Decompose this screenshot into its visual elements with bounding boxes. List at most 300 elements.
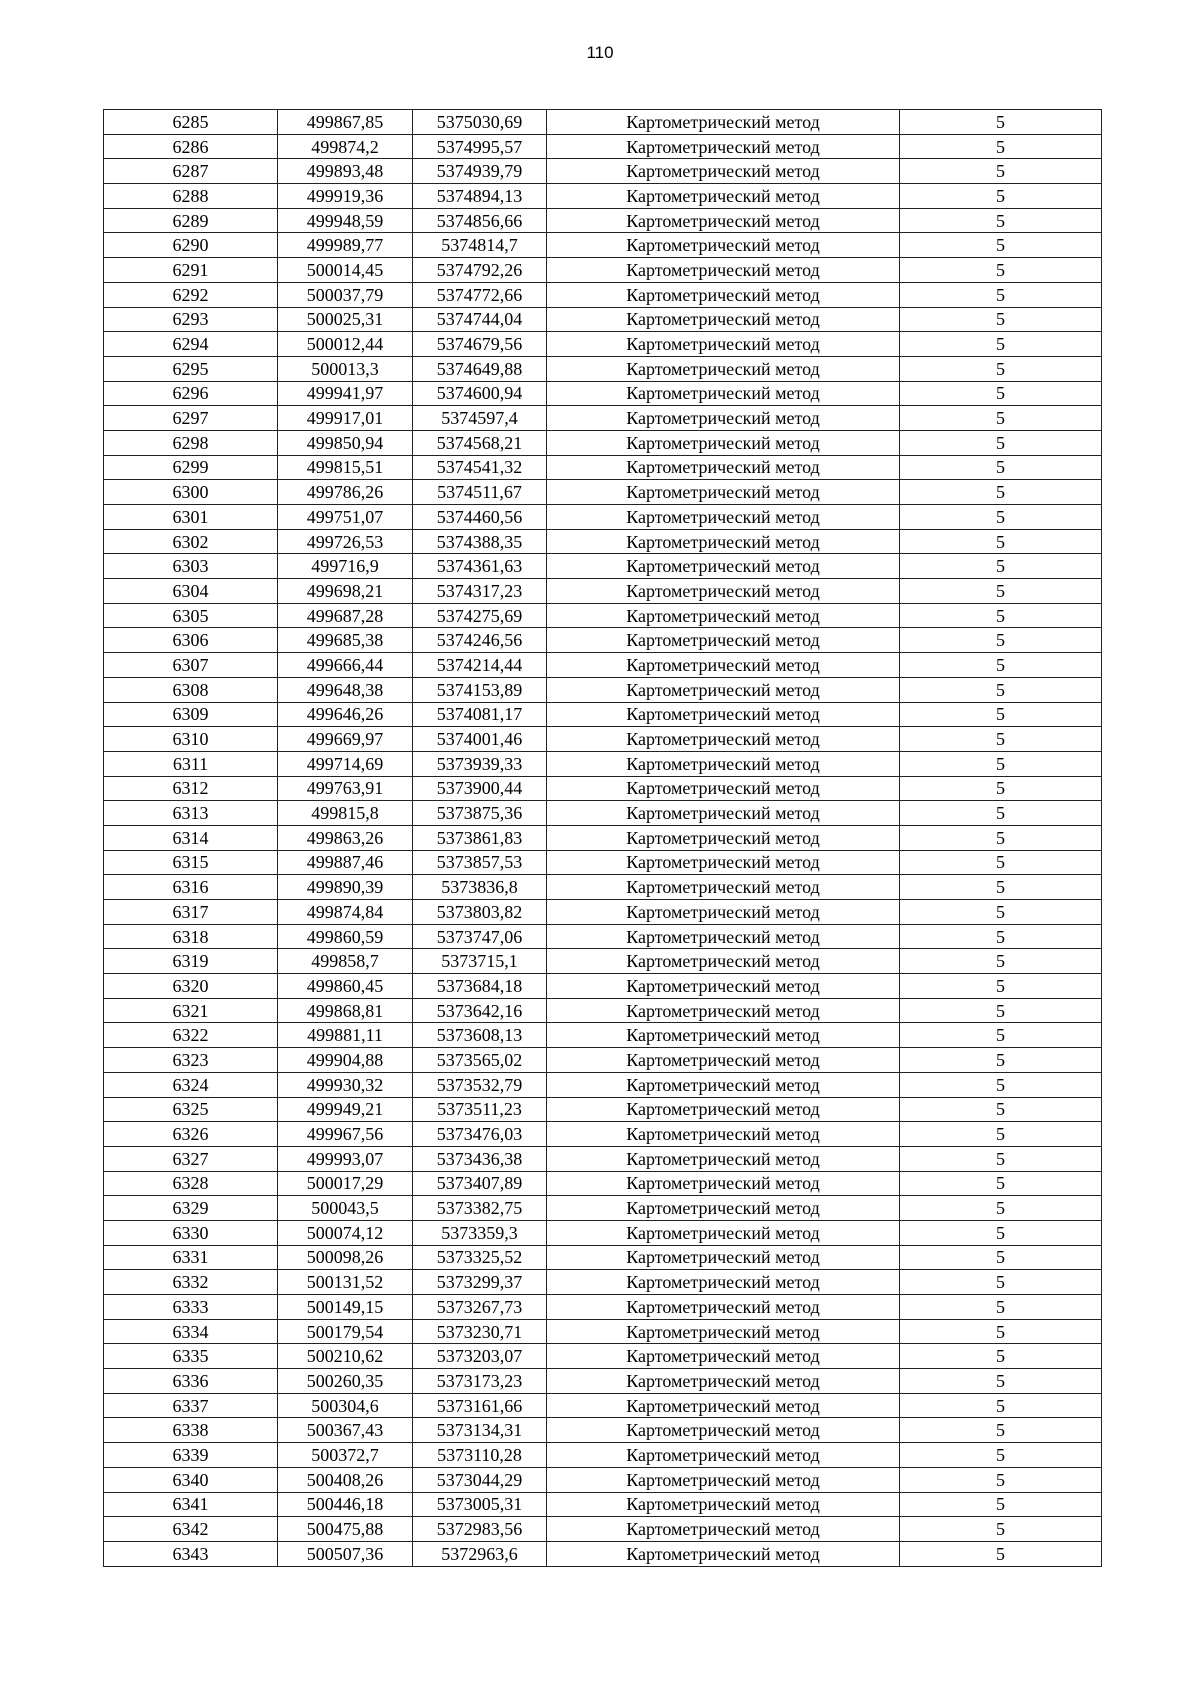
accuracy-cell: 5 — [900, 1023, 1102, 1048]
point-number-cell: 6297 — [104, 406, 278, 431]
method-cell: Картометрический метод — [547, 1369, 900, 1394]
x-coordinate-cell: 499669,97 — [278, 727, 413, 752]
y-coordinate-cell: 5374153,89 — [413, 677, 547, 702]
method-cell: Картометрический метод — [547, 1467, 900, 1492]
accuracy-cell: 5 — [900, 282, 1102, 307]
x-coordinate-cell: 500304,6 — [278, 1393, 413, 1418]
table-row — [104, 134, 1102, 159]
accuracy-cell: 5 — [900, 677, 1102, 702]
y-coordinate-cell: 5372983,56 — [413, 1517, 547, 1542]
method-cell: Картометрический метод — [547, 628, 900, 653]
table-row — [104, 628, 1102, 653]
method-cell: Картометрический метод — [547, 406, 900, 431]
y-coordinate-cell: 5373436,38 — [413, 1146, 547, 1171]
y-coordinate-cell: 5373407,89 — [413, 1171, 547, 1196]
accuracy-cell: 5 — [900, 825, 1102, 850]
y-coordinate-cell: 5373565,02 — [413, 1048, 547, 1073]
point-number-cell: 6316 — [104, 875, 278, 900]
y-coordinate-cell: 5374460,56 — [413, 505, 547, 530]
accuracy-cell: 5 — [900, 430, 1102, 455]
x-coordinate-cell: 499993,07 — [278, 1146, 413, 1171]
method-cell: Картометрический метод — [547, 159, 900, 184]
accuracy-cell: 5 — [900, 1467, 1102, 1492]
table-row — [104, 480, 1102, 505]
method-cell: Картометрический метод — [547, 381, 900, 406]
method-cell: Картометрический метод — [547, 233, 900, 258]
accuracy-cell: 5 — [900, 1171, 1102, 1196]
x-coordinate-cell: 499850,94 — [278, 430, 413, 455]
method-cell: Картометрический метод — [547, 1541, 900, 1566]
y-coordinate-cell: 5374214,44 — [413, 653, 547, 678]
method-cell: Картометрический метод — [547, 455, 900, 480]
method-cell: Картометрический метод — [547, 1220, 900, 1245]
accuracy-cell: 5 — [900, 184, 1102, 209]
method-cell: Картометрический метод — [547, 974, 900, 999]
y-coordinate-cell: 5373325,52 — [413, 1245, 547, 1270]
x-coordinate-cell: 499887,46 — [278, 850, 413, 875]
accuracy-cell: 5 — [900, 702, 1102, 727]
x-coordinate-cell: 500098,26 — [278, 1245, 413, 1270]
table-row — [104, 1443, 1102, 1468]
point-number-cell: 6292 — [104, 282, 278, 307]
method-cell: Картометрический метод — [547, 801, 900, 826]
point-number-cell: 6315 — [104, 850, 278, 875]
x-coordinate-cell: 499919,36 — [278, 184, 413, 209]
point-number-cell: 6335 — [104, 1344, 278, 1369]
point-number-cell: 6305 — [104, 603, 278, 628]
point-number-cell: 6338 — [104, 1418, 278, 1443]
x-coordinate-cell: 500446,18 — [278, 1492, 413, 1517]
method-cell: Картометрический метод — [547, 1319, 900, 1344]
point-number-cell: 6312 — [104, 776, 278, 801]
accuracy-cell: 5 — [900, 1196, 1102, 1221]
table-row — [104, 825, 1102, 850]
point-number-cell: 6324 — [104, 1072, 278, 1097]
x-coordinate-cell: 499860,59 — [278, 924, 413, 949]
y-coordinate-cell: 5374894,13 — [413, 184, 547, 209]
point-number-cell: 6293 — [104, 307, 278, 332]
accuracy-cell: 5 — [900, 529, 1102, 554]
table-row — [104, 1393, 1102, 1418]
point-number-cell: 6321 — [104, 998, 278, 1023]
table-row — [104, 1541, 1102, 1566]
table-row — [104, 1122, 1102, 1147]
accuracy-cell: 5 — [900, 900, 1102, 925]
point-number-cell: 6328 — [104, 1171, 278, 1196]
y-coordinate-cell: 5373134,31 — [413, 1418, 547, 1443]
x-coordinate-cell: 499751,07 — [278, 505, 413, 530]
accuracy-cell: 5 — [900, 801, 1102, 826]
method-cell: Картометрический метод — [547, 307, 900, 332]
accuracy-cell: 5 — [900, 356, 1102, 381]
point-number-cell: 6327 — [104, 1146, 278, 1171]
table-row — [104, 282, 1102, 307]
table-row — [104, 332, 1102, 357]
y-coordinate-cell: 5374001,46 — [413, 727, 547, 752]
x-coordinate-cell: 500043,5 — [278, 1196, 413, 1221]
table-row — [104, 1319, 1102, 1344]
accuracy-cell: 5 — [900, 159, 1102, 184]
x-coordinate-cell: 499868,81 — [278, 998, 413, 1023]
y-coordinate-cell: 5374744,04 — [413, 307, 547, 332]
point-number-cell: 6333 — [104, 1295, 278, 1320]
point-number-cell: 6320 — [104, 974, 278, 999]
method-cell: Картометрический метод — [547, 1418, 900, 1443]
page-number: 110 — [586, 43, 614, 62]
table-row — [104, 579, 1102, 604]
point-number-cell: 6307 — [104, 653, 278, 678]
point-number-cell: 6285 — [104, 110, 278, 135]
table-row — [104, 1344, 1102, 1369]
x-coordinate-cell: 499687,28 — [278, 603, 413, 628]
point-number-cell: 6308 — [104, 677, 278, 702]
point-number-cell: 6309 — [104, 702, 278, 727]
method-cell: Картометрический метод — [547, 529, 900, 554]
table-row — [104, 258, 1102, 283]
table-row — [104, 208, 1102, 233]
accuracy-cell: 5 — [900, 258, 1102, 283]
y-coordinate-cell: 5374568,21 — [413, 430, 547, 455]
point-number-cell: 6323 — [104, 1048, 278, 1073]
y-coordinate-cell: 5373382,75 — [413, 1196, 547, 1221]
table-row — [104, 1295, 1102, 1320]
table-row — [104, 949, 1102, 974]
point-number-cell: 6300 — [104, 480, 278, 505]
method-cell: Картометрический метод — [547, 825, 900, 850]
method-cell: Картометрический метод — [547, 1023, 900, 1048]
table-row — [104, 1196, 1102, 1221]
table-row — [104, 751, 1102, 776]
method-cell: Картометрический метод — [547, 184, 900, 209]
method-cell: Картометрический метод — [547, 1443, 900, 1468]
point-number-cell: 6339 — [104, 1443, 278, 1468]
table-row — [104, 702, 1102, 727]
method-cell: Картометрический метод — [547, 282, 900, 307]
table-row — [104, 356, 1102, 381]
accuracy-cell: 5 — [900, 332, 1102, 357]
x-coordinate-cell: 499763,91 — [278, 776, 413, 801]
point-number-cell: 6286 — [104, 134, 278, 159]
y-coordinate-cell: 5374600,94 — [413, 381, 547, 406]
point-number-cell: 6290 — [104, 233, 278, 258]
table-row — [104, 1418, 1102, 1443]
table-row — [104, 233, 1102, 258]
y-coordinate-cell: 5373900,44 — [413, 776, 547, 801]
method-cell: Картометрический метод — [547, 924, 900, 949]
y-coordinate-cell: 5374511,67 — [413, 480, 547, 505]
y-coordinate-cell: 5373267,73 — [413, 1295, 547, 1320]
table-row — [104, 430, 1102, 455]
method-cell: Картометрический метод — [547, 1344, 900, 1369]
point-number-cell: 6291 — [104, 258, 278, 283]
table-row — [104, 727, 1102, 752]
coordinates-table — [103, 109, 1102, 1567]
x-coordinate-cell: 499646,26 — [278, 702, 413, 727]
table-row — [104, 924, 1102, 949]
y-coordinate-cell: 5373299,37 — [413, 1270, 547, 1295]
x-coordinate-cell: 500372,7 — [278, 1443, 413, 1468]
x-coordinate-cell: 499858,7 — [278, 949, 413, 974]
x-coordinate-cell: 500131,52 — [278, 1270, 413, 1295]
method-cell: Картометрический метод — [547, 356, 900, 381]
x-coordinate-cell: 499874,84 — [278, 900, 413, 925]
y-coordinate-cell: 5374246,56 — [413, 628, 547, 653]
y-coordinate-cell: 5373203,07 — [413, 1344, 547, 1369]
method-cell: Картометрический метод — [547, 1072, 900, 1097]
table-row — [104, 1097, 1102, 1122]
x-coordinate-cell: 499815,51 — [278, 455, 413, 480]
y-coordinate-cell: 5374792,26 — [413, 258, 547, 283]
x-coordinate-cell: 499874,2 — [278, 134, 413, 159]
table-row — [104, 1072, 1102, 1097]
accuracy-cell: 5 — [900, 1541, 1102, 1566]
method-cell: Картометрический метод — [547, 554, 900, 579]
method-cell: Картометрический метод — [547, 332, 900, 357]
point-number-cell: 6301 — [104, 505, 278, 530]
accuracy-cell: 5 — [900, 949, 1102, 974]
accuracy-cell: 5 — [900, 134, 1102, 159]
table-row — [104, 776, 1102, 801]
accuracy-cell: 5 — [900, 924, 1102, 949]
y-coordinate-cell: 5373861,83 — [413, 825, 547, 850]
accuracy-cell: 5 — [900, 1048, 1102, 1073]
x-coordinate-cell: 500475,88 — [278, 1517, 413, 1542]
accuracy-cell: 5 — [900, 1393, 1102, 1418]
table-row — [104, 875, 1102, 900]
y-coordinate-cell: 5374649,88 — [413, 356, 547, 381]
y-coordinate-cell: 5373005,31 — [413, 1492, 547, 1517]
x-coordinate-cell: 499860,45 — [278, 974, 413, 999]
accuracy-cell: 5 — [900, 603, 1102, 628]
method-cell: Картометрический метод — [547, 702, 900, 727]
y-coordinate-cell: 5374679,56 — [413, 332, 547, 357]
x-coordinate-cell: 500367,43 — [278, 1418, 413, 1443]
x-coordinate-cell: 499941,97 — [278, 381, 413, 406]
accuracy-cell: 5 — [900, 455, 1102, 480]
method-cell: Картометрический метод — [547, 258, 900, 283]
table-row — [104, 1220, 1102, 1245]
point-number-cell: 6287 — [104, 159, 278, 184]
table-row — [104, 801, 1102, 826]
method-cell: Картометрический метод — [547, 1295, 900, 1320]
accuracy-cell: 5 — [900, 653, 1102, 678]
accuracy-cell: 5 — [900, 875, 1102, 900]
point-number-cell: 6313 — [104, 801, 278, 826]
point-number-cell: 6289 — [104, 208, 278, 233]
method-cell: Картометрический метод — [547, 430, 900, 455]
table-row — [104, 900, 1102, 925]
y-coordinate-cell: 5373747,06 — [413, 924, 547, 949]
table-row — [104, 1023, 1102, 1048]
y-coordinate-cell: 5373684,18 — [413, 974, 547, 999]
accuracy-cell: 5 — [900, 1517, 1102, 1542]
x-coordinate-cell: 500037,79 — [278, 282, 413, 307]
point-number-cell: 6325 — [104, 1097, 278, 1122]
point-number-cell: 6306 — [104, 628, 278, 653]
method-cell: Картометрический метод — [547, 1048, 900, 1073]
method-cell: Картометрический метод — [547, 998, 900, 1023]
point-number-cell: 6310 — [104, 727, 278, 752]
y-coordinate-cell: 5373836,8 — [413, 875, 547, 900]
x-coordinate-cell: 499786,26 — [278, 480, 413, 505]
accuracy-cell: 5 — [900, 727, 1102, 752]
table-row — [104, 1517, 1102, 1542]
y-coordinate-cell: 5373173,23 — [413, 1369, 547, 1394]
y-coordinate-cell: 5373230,71 — [413, 1319, 547, 1344]
y-coordinate-cell: 5373857,53 — [413, 850, 547, 875]
point-number-cell: 6296 — [104, 381, 278, 406]
point-number-cell: 6303 — [104, 554, 278, 579]
table-row — [104, 850, 1102, 875]
table-row — [104, 653, 1102, 678]
accuracy-cell: 5 — [900, 628, 1102, 653]
table-row — [104, 1245, 1102, 1270]
x-coordinate-cell: 499867,85 — [278, 110, 413, 135]
method-cell: Картометрический метод — [547, 579, 900, 604]
y-coordinate-cell: 5374597,4 — [413, 406, 547, 431]
accuracy-cell: 5 — [900, 307, 1102, 332]
y-coordinate-cell: 5374856,66 — [413, 208, 547, 233]
y-coordinate-cell: 5373532,79 — [413, 1072, 547, 1097]
point-number-cell: 6340 — [104, 1467, 278, 1492]
point-number-cell: 6343 — [104, 1541, 278, 1566]
point-number-cell: 6329 — [104, 1196, 278, 1221]
y-coordinate-cell: 5373715,1 — [413, 949, 547, 974]
x-coordinate-cell: 499989,77 — [278, 233, 413, 258]
y-coordinate-cell: 5373044,29 — [413, 1467, 547, 1492]
method-cell: Картометрический метод — [547, 1270, 900, 1295]
point-number-cell: 6304 — [104, 579, 278, 604]
table-row — [104, 974, 1102, 999]
x-coordinate-cell: 499948,59 — [278, 208, 413, 233]
method-cell: Картометрический метод — [547, 850, 900, 875]
x-coordinate-cell: 499881,11 — [278, 1023, 413, 1048]
x-coordinate-cell: 500074,12 — [278, 1220, 413, 1245]
table-row — [104, 406, 1102, 431]
y-coordinate-cell: 5374995,57 — [413, 134, 547, 159]
accuracy-cell: 5 — [900, 381, 1102, 406]
y-coordinate-cell: 5374541,32 — [413, 455, 547, 480]
method-cell: Картометрический метод — [547, 110, 900, 135]
accuracy-cell: 5 — [900, 776, 1102, 801]
x-coordinate-cell: 499685,38 — [278, 628, 413, 653]
x-coordinate-cell: 500210,62 — [278, 1344, 413, 1369]
x-coordinate-cell: 499714,69 — [278, 751, 413, 776]
x-coordinate-cell: 500179,54 — [278, 1319, 413, 1344]
table-row — [104, 998, 1102, 1023]
y-coordinate-cell: 5374939,79 — [413, 159, 547, 184]
accuracy-cell: 5 — [900, 1146, 1102, 1171]
method-cell: Картометрический метод — [547, 1146, 900, 1171]
table-row — [104, 110, 1102, 135]
x-coordinate-cell: 499648,38 — [278, 677, 413, 702]
method-cell: Картометрический метод — [547, 875, 900, 900]
method-cell: Картометрический метод — [547, 208, 900, 233]
accuracy-cell: 5 — [900, 751, 1102, 776]
table-row — [104, 1171, 1102, 1196]
x-coordinate-cell: 500025,31 — [278, 307, 413, 332]
point-number-cell: 6298 — [104, 430, 278, 455]
y-coordinate-cell: 5373110,28 — [413, 1443, 547, 1468]
accuracy-cell: 5 — [900, 1245, 1102, 1270]
point-number-cell: 6295 — [104, 356, 278, 381]
y-coordinate-cell: 5375030,69 — [413, 110, 547, 135]
point-number-cell: 6330 — [104, 1220, 278, 1245]
point-number-cell: 6318 — [104, 924, 278, 949]
accuracy-cell: 5 — [900, 208, 1102, 233]
y-coordinate-cell: 5374361,63 — [413, 554, 547, 579]
method-cell: Картометрический метод — [547, 1122, 900, 1147]
method-cell: Картометрический метод — [547, 1196, 900, 1221]
point-number-cell: 6326 — [104, 1122, 278, 1147]
method-cell: Картометрический метод — [547, 1171, 900, 1196]
method-cell: Картометрический метод — [547, 480, 900, 505]
point-number-cell: 6341 — [104, 1492, 278, 1517]
accuracy-cell: 5 — [900, 1072, 1102, 1097]
point-number-cell: 6336 — [104, 1369, 278, 1394]
point-number-cell: 6322 — [104, 1023, 278, 1048]
x-coordinate-cell: 499698,21 — [278, 579, 413, 604]
x-coordinate-cell: 499967,56 — [278, 1122, 413, 1147]
y-coordinate-cell: 5373511,23 — [413, 1097, 547, 1122]
point-number-cell: 6311 — [104, 751, 278, 776]
x-coordinate-cell: 499666,44 — [278, 653, 413, 678]
accuracy-cell: 5 — [900, 1492, 1102, 1517]
accuracy-cell: 5 — [900, 1270, 1102, 1295]
method-cell: Картометрический метод — [547, 1517, 900, 1542]
y-coordinate-cell: 5373476,03 — [413, 1122, 547, 1147]
table-row — [104, 1270, 1102, 1295]
point-number-cell: 6294 — [104, 332, 278, 357]
table-row — [104, 1492, 1102, 1517]
table-row — [104, 529, 1102, 554]
x-coordinate-cell: 499893,48 — [278, 159, 413, 184]
table-row — [104, 159, 1102, 184]
x-coordinate-cell: 499726,53 — [278, 529, 413, 554]
method-cell: Картометрический метод — [547, 1492, 900, 1517]
y-coordinate-cell: 5374388,35 — [413, 529, 547, 554]
table-row — [104, 455, 1102, 480]
x-coordinate-cell: 500507,36 — [278, 1541, 413, 1566]
accuracy-cell: 5 — [900, 1369, 1102, 1394]
x-coordinate-cell: 499815,8 — [278, 801, 413, 826]
coordinates-table-body — [104, 110, 1102, 1567]
method-cell: Картометрический метод — [547, 653, 900, 678]
point-number-cell: 6299 — [104, 455, 278, 480]
x-coordinate-cell: 500013,3 — [278, 356, 413, 381]
method-cell: Картометрический метод — [547, 505, 900, 530]
accuracy-cell: 5 — [900, 233, 1102, 258]
table-row — [104, 381, 1102, 406]
point-number-cell: 6314 — [104, 825, 278, 850]
method-cell: Картометрический метод — [547, 1097, 900, 1122]
point-number-cell: 6319 — [104, 949, 278, 974]
y-coordinate-cell: 5374275,69 — [413, 603, 547, 628]
x-coordinate-cell: 499949,21 — [278, 1097, 413, 1122]
accuracy-cell: 5 — [900, 505, 1102, 530]
x-coordinate-cell: 499904,88 — [278, 1048, 413, 1073]
y-coordinate-cell: 5373642,16 — [413, 998, 547, 1023]
accuracy-cell: 5 — [900, 1097, 1102, 1122]
table-row — [104, 1146, 1102, 1171]
x-coordinate-cell: 499930,32 — [278, 1072, 413, 1097]
y-coordinate-cell: 5373359,3 — [413, 1220, 547, 1245]
accuracy-cell: 5 — [900, 579, 1102, 604]
x-coordinate-cell: 499716,9 — [278, 554, 413, 579]
table-row — [104, 307, 1102, 332]
x-coordinate-cell: 500260,35 — [278, 1369, 413, 1394]
y-coordinate-cell: 5372963,6 — [413, 1541, 547, 1566]
